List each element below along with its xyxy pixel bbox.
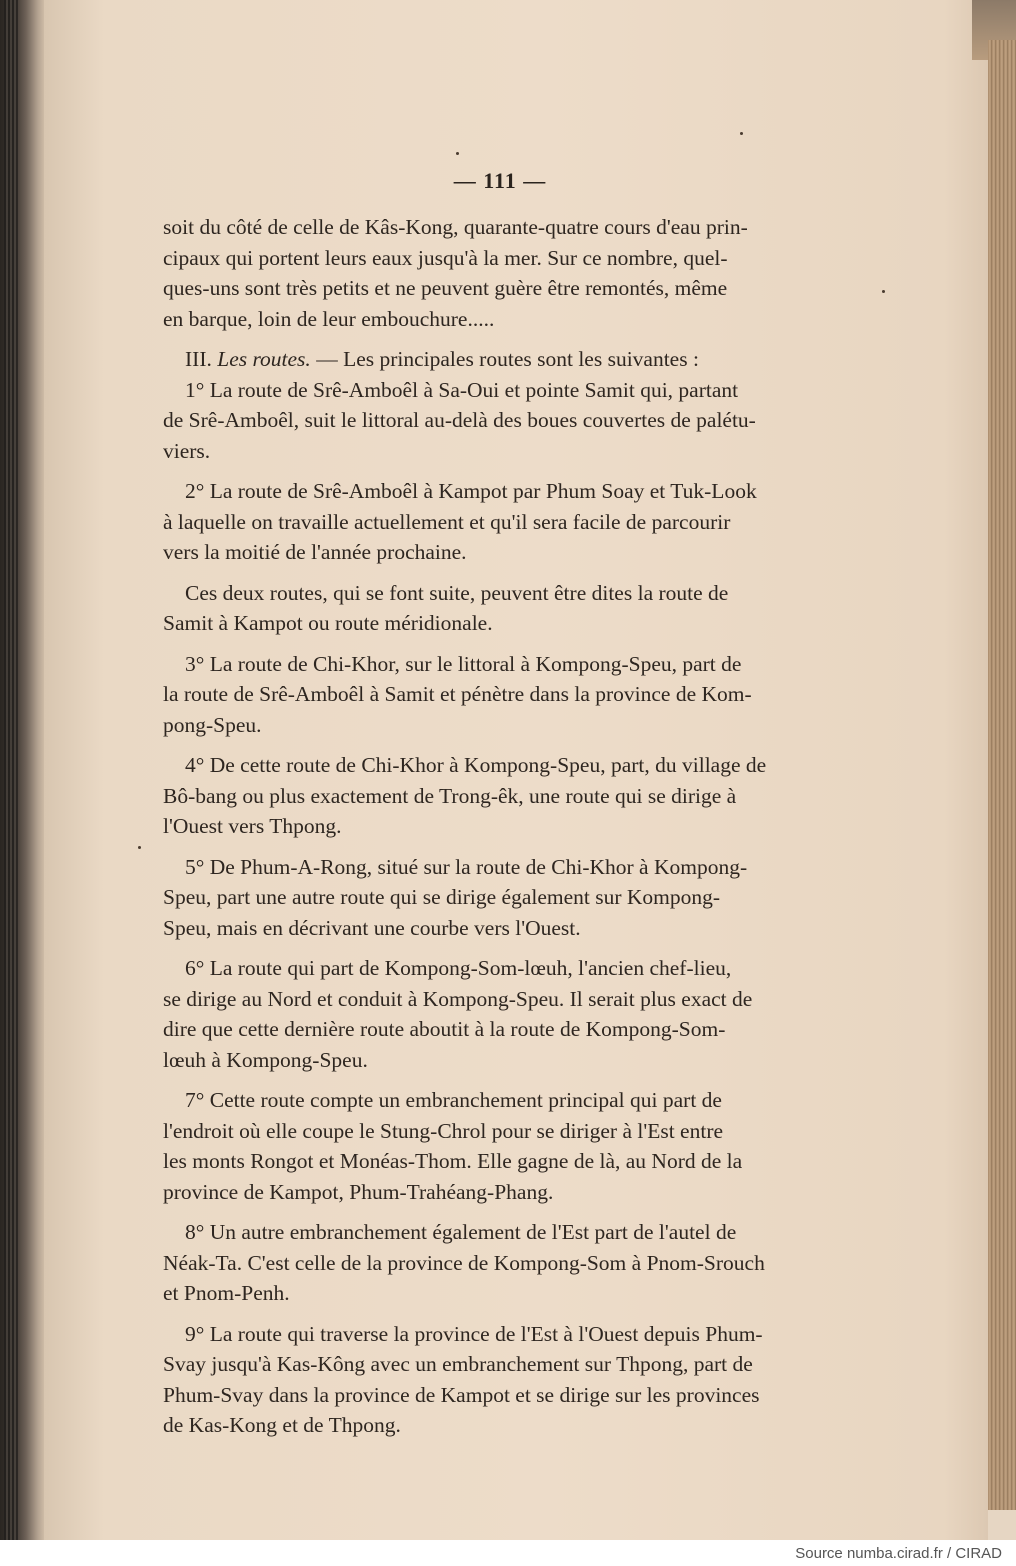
text-line: de Srê-Amboêl, suit le littoral au-delà des boues couvertes de palétu- — [163, 408, 756, 432]
route-item-7 — [163, 1085, 833, 1207]
text-line: Speu, part une autre route qui se dirige également sur Kompong- — [163, 885, 721, 909]
text-line: vers la moitié de l'année prochaine. — [163, 540, 467, 564]
paper-speck — [138, 846, 141, 849]
text-line: 9° La route qui traverse la province de l'Est à l'Ouest depuis Phum- — [185, 1321, 763, 1346]
section-numeral: III. — [185, 347, 212, 371]
route-item-4 — [163, 750, 833, 842]
text-line: l'Ouest vers Thpong. — [163, 814, 342, 838]
binding-texture — [4, 0, 18, 1540]
text-line: et Pnom-Penh. — [163, 1281, 290, 1305]
route-item-3 — [163, 649, 833, 741]
text-line: Svay jusqu'à Kas-Kông avec un embranchement sur Thpong, part de — [163, 1352, 753, 1376]
text-line: 4° De cette route de Chi-Khor à Kompong-Speu, part, du village de — [185, 753, 767, 777]
section-label: Les routes. — [217, 347, 311, 371]
text-line: l'endroit où elle coupe le Stung-Chrol pour se diriger à l'Est entre — [163, 1118, 724, 1143]
section-heading — [163, 344, 833, 375]
text-line: viers. — [163, 438, 211, 463]
paper-speck — [456, 152, 459, 155]
text-line: 1° La route de Srê-Amboêl à Sa-Oui et pointe Samit qui, partant — [185, 377, 739, 402]
paper-speck — [882, 290, 885, 293]
route-item-2 — [163, 476, 833, 568]
text-line: dire que cette dernière route aboutit à la route de Kompong-Som- — [163, 1017, 726, 1041]
text-line: Speu, mais en décrivant une courbe vers l'Ouest. — [163, 915, 581, 940]
route-item-8 — [163, 1217, 833, 1309]
text-line: les monts Rongot et Monéas-Thom. Elle gagne de là, au Nord de la — [163, 1149, 743, 1173]
text-line: de Kas-Kong et de Thpong. — [163, 1413, 401, 1437]
route-item-6 — [163, 953, 833, 1075]
text-line: 3° La route de Chi-Khor, sur le littoral à Kompong-Speu, part de — [185, 651, 742, 676]
text-line: se dirige au Nord et conduit à Kompong-Speu. Il serait plus exact de — [163, 986, 753, 1011]
route-item-1 — [163, 375, 833, 467]
text-line: 8° Un autre embranchement également de l'Est part de l'autel de — [185, 1220, 737, 1244]
text-line: Néak-Ta. C'est celle de la province de Kompong-Som à Pnom-Srouch — [163, 1250, 765, 1275]
page-stack-edge — [988, 40, 1016, 1510]
opening-paragraph — [163, 212, 833, 334]
text-line: 5° De Phum-A-Rong, situé sur la route de Chi-Khor à Kompong- — [185, 854, 748, 879]
text-line: province de Kampot, Phum-Trahéang-Phang. — [163, 1179, 554, 1204]
text-line: Samit à Kampot ou route méridionale. — [163, 611, 493, 635]
section-intro: — Les principales routes sont les suivantes : — [310, 347, 699, 371]
route-item-9 — [163, 1319, 833, 1441]
text-line: en barque, loin de leur embouchure..... — [163, 306, 495, 331]
source-credit: Source numba.cirad.fr / CIRAD — [795, 1545, 1002, 1562]
footer-bar — [0, 1540, 1016, 1566]
text-line: pong-Speu. — [163, 712, 262, 737]
route-item-5 — [163, 852, 833, 944]
page-body — [163, 212, 833, 1451]
text-line: 2° La route de Srê-Amboêl à Kampot par Phum Soay et Tuk-Look — [185, 479, 757, 503]
text-line: à laquelle on travaille actuellement et qu'il sera facile de parcourir — [163, 509, 731, 534]
text-line: soit du côté de celle de Kâs-Kong, quarante-quatre cours d'eau prin- — [163, 215, 748, 239]
text-line: Bô-bang ou plus exactement de Trong-êk, une route qui se dirige à — [163, 783, 737, 808]
paper-speck — [740, 132, 743, 135]
text-line: la route de Srê-Amboêl à Samit et pénètre dans la province de Kom- — [163, 682, 752, 706]
text-line: 7° Cette route compte un embranchement principal qui part de — [185, 1088, 722, 1112]
text-line: cipaux qui portent leurs eaux jusqu'à la mer. Sur ce nombre, quel- — [163, 245, 728, 270]
text-line: 6° La route qui part de Kompong-Som-lœuh, l'ancien chef-lieu, — [185, 956, 732, 980]
text-line: Ces deux routes, qui se font suite, peuvent être dites la route de — [185, 580, 729, 605]
text-line: lœuh à Kompong-Speu. — [163, 1047, 368, 1072]
text-line: Phum-Svay dans la province de Kampot et se dirige sur les provinces — [163, 1382, 760, 1407]
route-note — [163, 578, 833, 639]
text-line: ques-uns sont très petits et ne peuvent guère être remontés, même — [163, 276, 728, 300]
page-number: — 111 — — [453, 168, 547, 193]
